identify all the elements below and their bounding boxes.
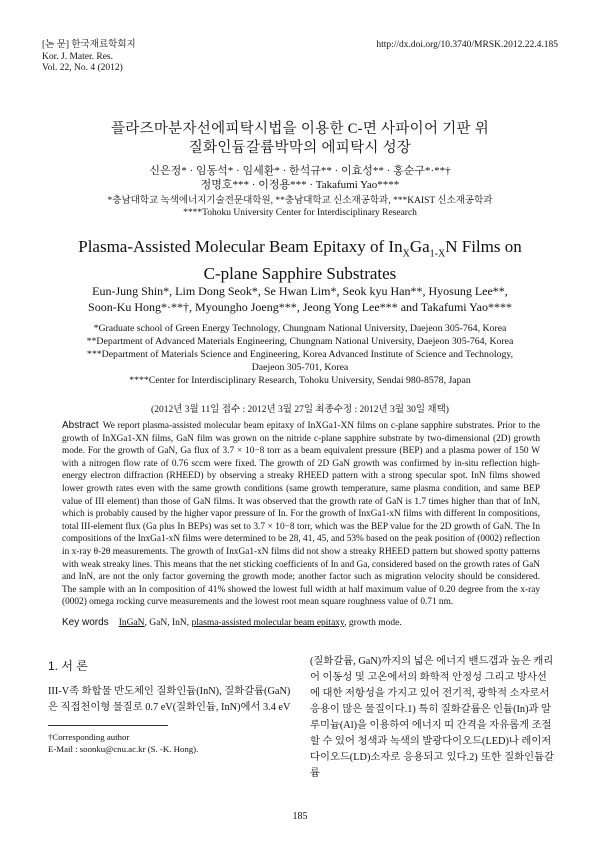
korean-authors-line1: 신은정* · 임동석* · 임세환* · 한석규** · 이효성** · 홍순구*·**† [149, 165, 451, 177]
right-line-1: (질화갈륨, GaN)까지의 넓은 에너지 밴드갭과 높은 캐리 [310, 656, 554, 667]
journal-name-korean: [논 문] 한국재료학회지 [42, 40, 136, 50]
section-heading-introduction: 1. 서 론 [48, 659, 88, 673]
english-affiliation-2: **Department of Advanced Materials Engineering, Chungnam National University, Daejeon 305-764, Korea [86, 336, 514, 347]
right-line-6: 할 수 있어 청색과 녹색의 발광다이오드(LED)나 레이저 [310, 736, 552, 747]
abstract [62, 420, 540, 609]
keywords: Key words InGaN, GaN, InN, plasma-assisted molecular beam epitaxy, growth mode. [62, 617, 402, 628]
left-column-text [48, 684, 296, 716]
korean-title-line1: 플라즈마분자선에피탁시법을 이용한 C-면 사파이어 기판 위 [110, 121, 490, 137]
right-line-2: 어 이동성 및 고온에서의 화학적 안정성 그리고 방사선 [310, 672, 547, 683]
korean-authors-line2: 정명호*** · 이정용*** · Takafumi Yao**** [200, 179, 400, 191]
english-affiliations [0, 322, 600, 387]
doi-link[interactable]: http://dx.doi.org/10.3740/MRSK.2012.22.4.185 [376, 40, 558, 50]
english-affiliation-3a: ***Department of Materials Science and Engineering, Korea Advanced Institute of Science and Technology, [86, 349, 514, 360]
english-title [0, 237, 600, 284]
english-affiliation-4: ****Center for Interdisciplinary Research, Tohoku University, Sendai 980-8578, Japan [129, 375, 471, 386]
english-authors-line1: Eun-Jung Shin*, Lim Dong Seok*, Se Hwan Lim*, Seok kyu Han**, Hyosung Lee**, [92, 284, 508, 298]
english-affiliation-3b: Daejeon 305-701, Korea [251, 362, 349, 373]
journal-header [42, 40, 136, 75]
keywords-label: Key words [62, 617, 109, 628]
abstract-label: Abstract [62, 420, 99, 431]
journal-name-english: Kor. J. Mater. Res. [42, 51, 113, 62]
english-title-line1: Plasma-Assisted Molecular Beam Epitaxy of $In_XGa_{1-X}N$ Films on [78, 237, 522, 260]
footnote-rule [48, 725, 168, 726]
keyword-ingan: InGaN [118, 618, 145, 628]
korean-affiliation-line1: *충남대학교 녹색에너지기술전문대학원, **충남대학교 신소재공학과, ***KAIST 신소재공학과 [107, 196, 493, 206]
left-line-1: III-V족 화합물 반도체인 질화인듐(InN), 질화갈륨(GaN) [48, 686, 291, 697]
korean-title-line2: 질화인듐갈륨박막의 에피탁시 성장 [188, 140, 412, 156]
korean-title [0, 120, 600, 158]
page-number: 185 [292, 811, 308, 822]
right-line-4: 응용이 많은 물질이다.1) 특히 질화갈륨은 인듐(In)과 알 [310, 704, 551, 715]
received-dates: (2012년 3월 11일 접수 : 2012년 3월 27일 최종수정 : 2012년 3월 30일 채택) [151, 405, 449, 415]
left-line-2: 은 직접천이형 물질로 0.7 eV(질화인듐, InN)에서 3.4 eV [48, 702, 291, 713]
right-column-text [310, 654, 554, 782]
journal-volume: Vol. 22, No. 4 (2012) [42, 63, 123, 73]
keyword-pambe: plasma-assisted molecular beam epitaxy [191, 618, 345, 628]
footnote [48, 731, 198, 755]
abstract-text: We report plasma-assisted molecular beam epitaxy of InXGa1-XN films on c-plane sapphire substrates. Prior to the growth of InXGa1-XN films, GaN film was grown on the nitride c-plane sapphire substrate by two-dimensional (2D) growth mode. For the growth of GaN, Ga flux of 3.7 × 10−8 torr as a beam equivalent pressure (BEP) and a plasma power of 150 W with a nitrogen flow rate of 0.76 sccm were fixed. The growth of 2D GaN growth was confirmed by in-situ reflection high-energy electron diffraction (RHEED) by observing a streaky RHEED pattern with a strong specular spot. InN films showed lower growth rates even with the same growth conditions (same growth temperature, same plasma condition, and same BEP value of III element) than those of GaN films. It was observed that the growth rate of GaN is 1.7 times higher than that of InN, which is probably caused by the higher vapor pressure of In. For the growth of InxGa1-xN films with different In compositions, total III-element flux (Ga plus In BEPs) was set to 3.7 × 10−8 torr, which was the BEP value for the 2D growth of GaN. The In compositions of the InxGa1-xN films were determined to be 28, 41, 45, and 53% based on the peak position of (0002) reflection in x-ray θ-2θ measurements. The growth of InxGa1-xN films did not show a streaky RHEED pattern but showed spotty patterns with weak streaky lines. This means that the net sticking coefficients of In and Ga, considered based on the growth rates of GaN and InN, are not the only factor governing the growth mode; another factor such as migration velocity should be considered. The sample with an In composition of 41% showed the lowest full width at half maximum value of 0.20 degree from the x-ray (0002) omega rocking curve measurements and the lowest root mean square roughness value of 0.71 nm. [62, 421, 540, 608]
korean-affiliations [0, 195, 600, 219]
corresponding-author: †Corresponding author [48, 732, 130, 742]
author-email: E-Mail : soonku@cnu.ac.kr (S. -K. Hong). [48, 744, 199, 754]
english-authors-line2: Soon-Ku Hong*·**†, Myoungho Joeng***, Jeong Yong Lee*** and Takafumi Yao**** [88, 299, 512, 314]
right-line-5: 루미늄(Al)을 이용하여 에너지 띠 간격을 자유롭게 조절 [310, 720, 552, 731]
english-title-line2: C-plane Sapphire Substrates [203, 264, 397, 284]
right-line-7: 다이오드(LD)소자로 응용되고 있다.2) 또한 질화인듐갈륨 [310, 752, 554, 779]
english-authors [0, 284, 600, 315]
english-affiliation-1: *Graduate school of Green Energy Technology, Chungnam National University, Daejeon 305-764, Korea [93, 323, 507, 334]
korean-affiliation-line2: ****Tohoku University Center for Interdisciplinary Research [183, 208, 417, 218]
right-line-3: 에 대한 저항성을 가지고 있어 전기적, 광학적 소자로서 [310, 688, 550, 699]
korean-authors [0, 164, 600, 192]
